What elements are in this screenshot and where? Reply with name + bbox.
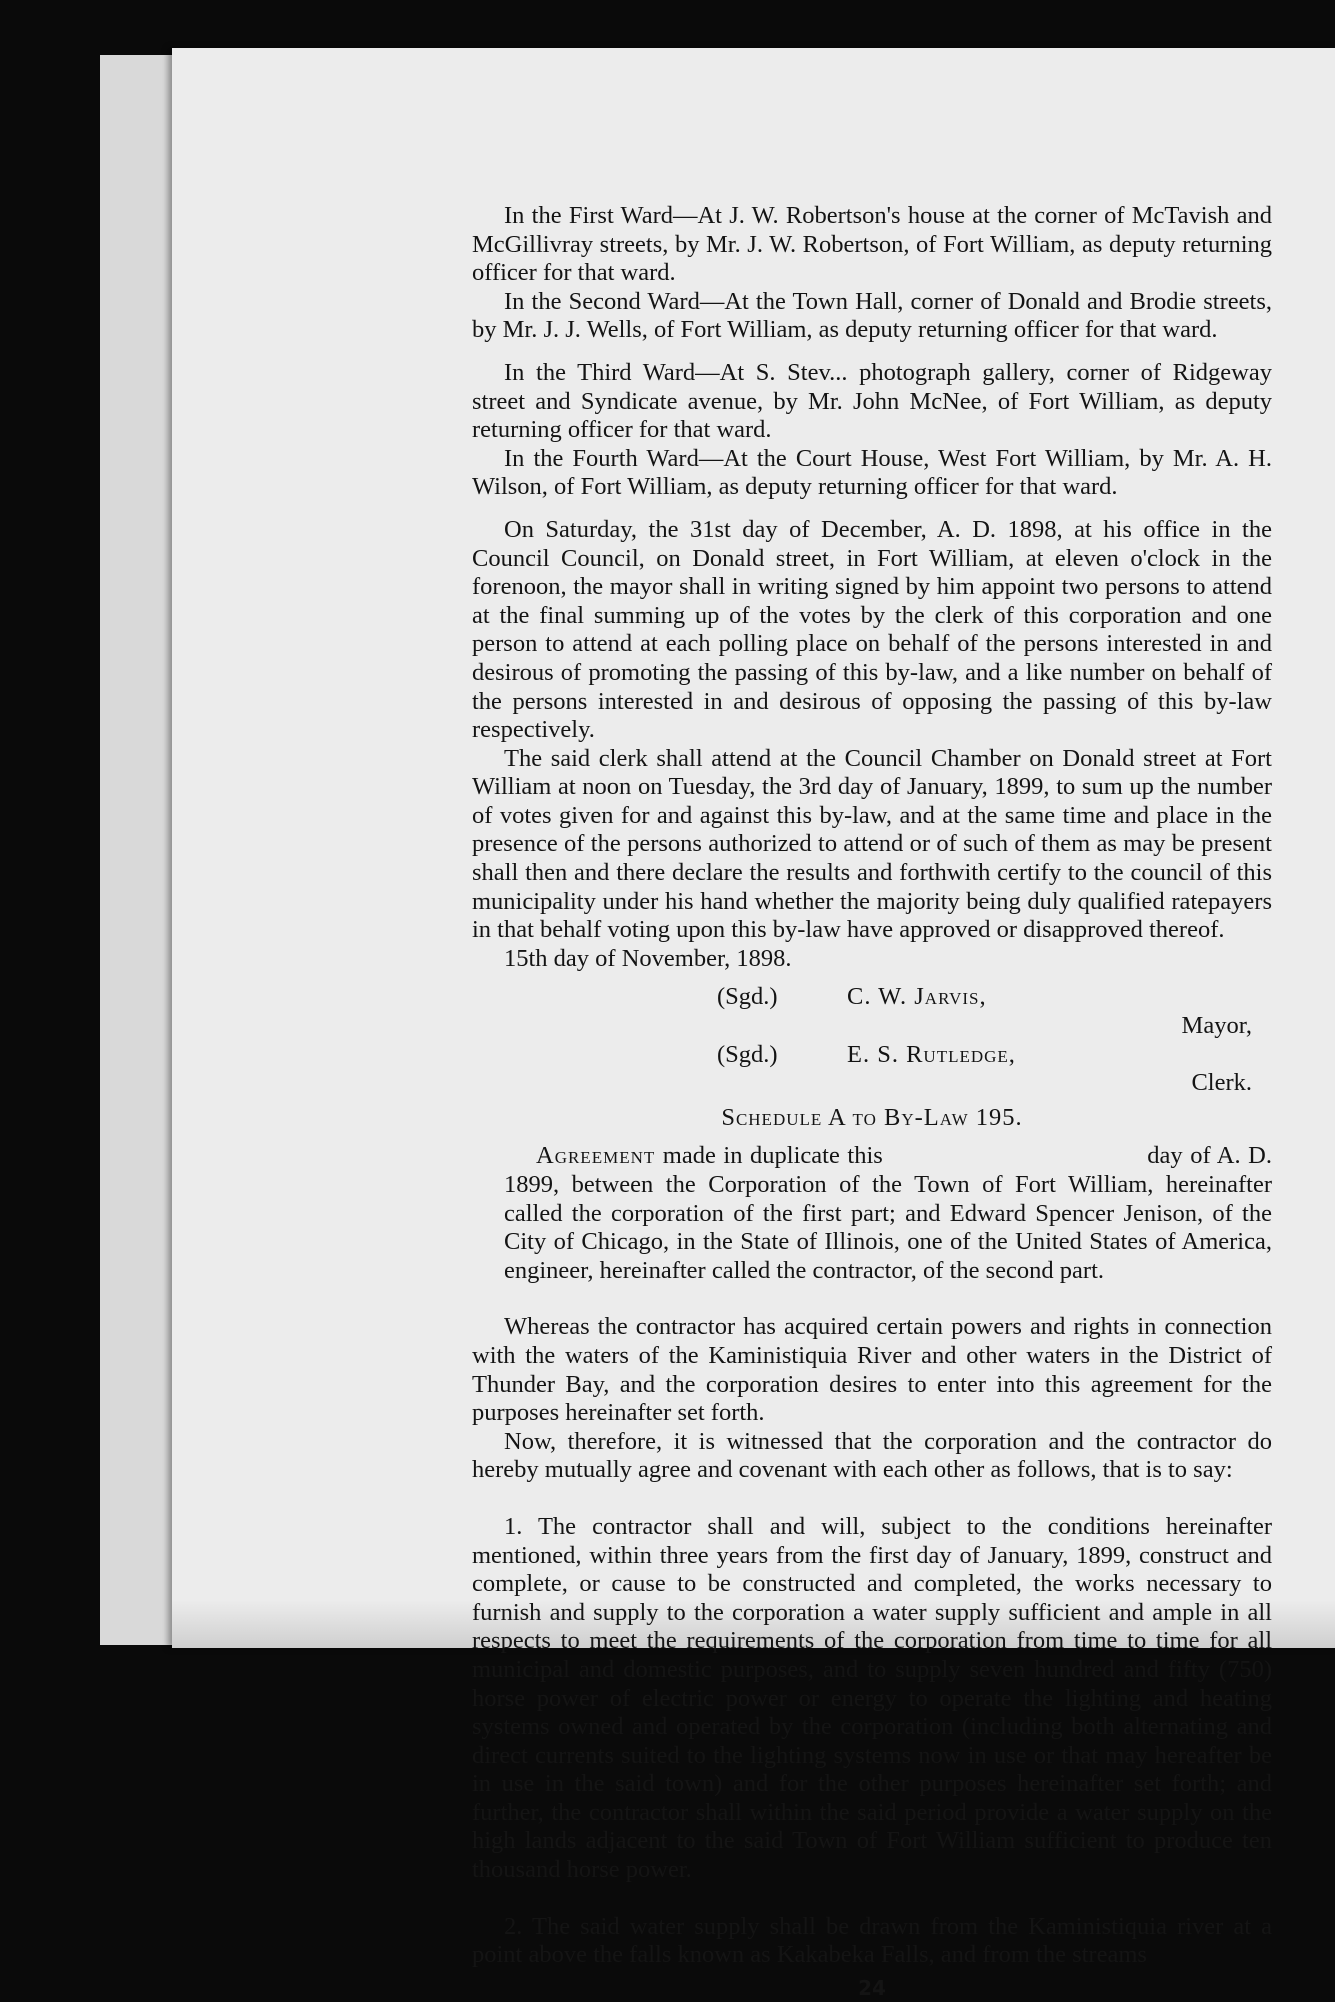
paragraph: The said clerk shall attend at the Council Chamber on Donald street at Fort William at noon on Tuesday, the 3rd day of January, 1899, to sum up the number of votes given for and against this by-law, and at the same time and place in the presence of the persons authorized to attend or of such of them as may be present shall then and there declare the results and forthwith certify to the council of this municipality under his hand whether the majority being duly qualified ratepayers in that behalf voting upon this by-law have approved or disapproved thereof. xyxy=(472,744,1272,944)
signature-title: Clerk. xyxy=(1191,1069,1252,1097)
document-text xyxy=(472,202,1279,2002)
paragraph: 1. The contractor shall and will, subject to the conditions hereinafter mentioned, within three years from the first day of January, 1899, construct and complete, or cause to be constructed and completed, the works necessary to furnish and supply to the corporation a water supply sufficient and ample in all respects to meet the requirements of the corporation from time to time for all municipal and domestic purposes, and to supply seven hundred and fifty (750) horse power of electric power or energy to operate the lighting and heating systems owned and operated by the corporation (including both alternating and direct currents suited to the lighting systems now in use or that may hereafter be in use in the said town) and for the other purposes hereinafter set forth; and further, the contractor shall within the said period provide a water supply on the high lands adjacent to the said Town of Fort William sufficient to produce ten thousand horse power. xyxy=(472,1512,1272,1884)
stacked-page-edges xyxy=(100,55,180,1645)
paragraph: In the Second Ward—At the Town Hall, corner of Donald and Brodie streets, by Mr. J. J. Wells, of Fort William, as deputy returning officer for that ward. xyxy=(472,287,1272,344)
paragraph: 2. The said water supply shall be drawn from the Kaministiquia river at a point above the falls known as Kakabeka Falls, and from the streams xyxy=(472,1912,1272,1969)
agreement-text: made in duplicate this day of A. D. 1899, between the Corporation of the Town of Fort William, hereinafter called the corporation of the first part; and Edward Spencer Jenison, of the City of Chicago, in the State of Illinois, one of the United States of America, engineer, hereinafter called the contractor, of the second part. xyxy=(504,1142,1279,1284)
agreement-lead: Agreement xyxy=(536,1142,656,1170)
paragraph: In the Third Ward—At S. Stev... photograph gallery, corner of Ridgeway street and Syndicate avenue, by Mr. John McNee, of Fort William, as deputy returning officer for that ward. xyxy=(472,358,1272,444)
paragraph: In the First Ward—At J. W. Robertson's house at the corner of McTavish and McGillivray streets, by Mr. J. W. Robertson, of Fort William, as deputy returning officer for that ward. xyxy=(472,202,1272,287)
signature-label: (Sgd.) xyxy=(717,983,778,1011)
signature-block xyxy=(472,983,1272,1097)
signature-name: E. S. Rutledge, xyxy=(847,1040,1016,1068)
paragraph: On Saturday, the 31st day of December, A. D. 1898, at his office in the Council Council, on Donald street, in Fort William, at eleven o'clock in the forenoon, the mayor shall in writing signed by him appoint two persons to attend at the final summing up of the votes by the clerk of this corporation and one person to attend at each polling place on behalf of the persons interested in and desirous of promoting the passing of this by-law, and a like number on behalf of the persons interested in and desirous of opposing the passing of this by-law respectively. xyxy=(472,515,1272,744)
paragraph: Now, therefore, it is witnessed that the corporation and the contractor do hereby mutually agree and covenant with each other as follows, that is to say: xyxy=(472,1427,1272,1484)
date-line: 15th day of November, 1898. xyxy=(504,944,792,972)
paragraph: In the Fourth Ward—At the Court House, West Fort William, by Mr. A. H. Wilson, of Fort William, as deputy returning officer for that ward. xyxy=(472,444,1272,501)
agreement-paragraph xyxy=(472,1142,1279,1285)
signature-label: (Sgd.) xyxy=(717,1040,778,1068)
page-number: 24 xyxy=(858,1975,886,2000)
schedule-heading: Schedule A to By-Law 195. xyxy=(721,1103,1023,1131)
signature-name: C. W. Jarvis, xyxy=(847,983,987,1011)
signature-title: Mayor, xyxy=(1181,1012,1252,1040)
paragraph: Whereas the contractor has acquired certain powers and rights in connection with the waters of the Kaministiquia River and other waters in the District of Thunder Bay, and the corporation desires to enter into this agreement for the purposes hereinafter set forth. xyxy=(472,1313,1272,1427)
